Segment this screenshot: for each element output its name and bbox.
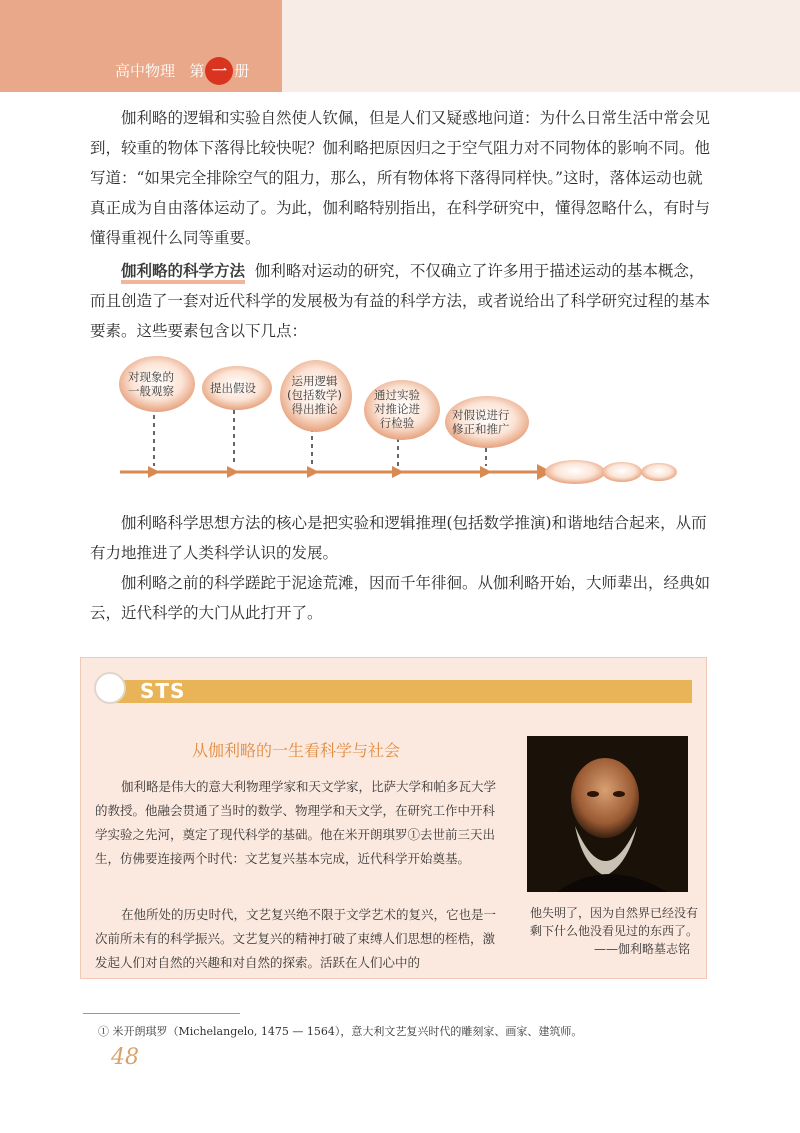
step-4-label: 通过实验 对推论进 行检验 bbox=[374, 388, 420, 430]
sts-bar bbox=[107, 680, 692, 703]
footnote: ① 米开朗琪罗（Michelangelo, 1475 — 1564），意大利文艺复兴时代的雕刻家、画家、建筑师。 bbox=[98, 1025, 583, 1038]
sts-paragraph-2-text: 在他所处的历史时代，文艺复兴绝不限于文学艺术的复兴，它也是一次前所未有的科学振兴。文艺复兴的精神打破了束缚人们思想的桎梏，激发起人们对自然的兴趣和对自然的探索。活跃在人们心中的 bbox=[95, 907, 497, 970]
paragraph-1 bbox=[90, 103, 715, 253]
volume-mark: 一 bbox=[205, 57, 233, 85]
tick-arrow-5 bbox=[480, 466, 492, 478]
sts-title: 从伽利略的一生看科学与社会 bbox=[192, 741, 401, 760]
caption-text: 他失明了，因为自然界已经没有剩下什么他没看见过的东西了。 bbox=[530, 906, 699, 938]
volume-prefix: 第 bbox=[189, 62, 205, 80]
header-band-right bbox=[282, 0, 800, 92]
paragraph-2 bbox=[90, 256, 715, 346]
page-number: 48 bbox=[111, 1045, 139, 1070]
galileo-portrait bbox=[527, 736, 688, 892]
running-head bbox=[115, 57, 249, 85]
step-2-label: 提出假设 bbox=[210, 381, 256, 395]
tick-arrow-2 bbox=[227, 466, 239, 478]
tick-arrow-4 bbox=[392, 466, 404, 478]
tick-arrow-1 bbox=[148, 466, 160, 478]
sts-circle-icon bbox=[94, 672, 126, 704]
sts-paragraph-1 bbox=[95, 775, 505, 871]
paragraph-2-text: 伽利略对运动的研究，不仅确立了许多用于描述运动的基本概念，而且创造了一套对近代科学的发展极为有益的科学方法，或者说给出了科学研究过程的基本要素。这些要素包含以下几点： bbox=[90, 262, 711, 340]
paragraph-4 bbox=[90, 568, 715, 628]
trail-bubble-2 bbox=[602, 462, 642, 482]
scientific-method-diagram bbox=[112, 352, 692, 492]
caption-attribution: ——伽利略墓志铭 bbox=[593, 942, 690, 956]
volume-suffix: 册 bbox=[234, 62, 250, 80]
paragraph-3 bbox=[90, 508, 715, 568]
paragraph-1-text: 伽利略的逻辑和实验自然使人钦佩，但是人们又疑惑地问道：为什么日常生活中常会见到，较重的物体下落得比较快呢？伽利略把原因归之于空气阻力对不同物体的影响不同。他写道：“如果完全排除空气的阻力，那么，所有物体将下落得同样快。”这时，落体运动也就真正成为自由落体运动了。为此，伽利略特别指出，在科学研究中，懂得忽略什么，有时与懂得重视什么同等重要。 bbox=[90, 109, 711, 247]
book-title: 高中物理 bbox=[115, 62, 176, 80]
step-1-label: 对现象的 一般观察 bbox=[128, 370, 174, 398]
section-heading: 伽利略的科学方法 bbox=[121, 261, 245, 284]
tick-arrow-3 bbox=[307, 466, 319, 478]
trail-bubble-3 bbox=[641, 463, 677, 481]
sts-label: STS bbox=[140, 679, 186, 703]
paragraph-3-text: 伽利略科学思想方法的核心是把实验和逻辑推理(包括数学推演)和谐地结合起来，从而有力地推进了人类科学认识的发展。 bbox=[90, 514, 707, 562]
step-5-label: 对假说进行 修正和推广 bbox=[452, 408, 510, 436]
sts-paragraph-1-text: 伽利略是伟大的意大利物理学家和天文学家，比萨大学和帕多瓦大学的教授。他融会贯通了当时的数学、物理学和天文学，在研究工作中开科学实验之先河，奠定了现代科学的基础。他在米开朗琪罗①去世前三天出生，仿佛要连接两个时代：文艺复兴基本完成，近代科学开始奠基。 bbox=[95, 779, 497, 866]
footnote-rule bbox=[83, 1013, 240, 1014]
trail-bubble-1 bbox=[545, 460, 605, 484]
step-3-label: 运用逻辑 (包括数学) 得出推论 bbox=[287, 374, 342, 416]
portrait-caption bbox=[530, 904, 700, 958]
paragraph-4-text: 伽利略之前的科学蹉跎于泥途荒滩，因而千年徘徊。从伽利略开始，大师辈出，经典如云，近代科学的大门从此打开了。 bbox=[90, 574, 711, 622]
sts-paragraph-2 bbox=[95, 903, 505, 975]
